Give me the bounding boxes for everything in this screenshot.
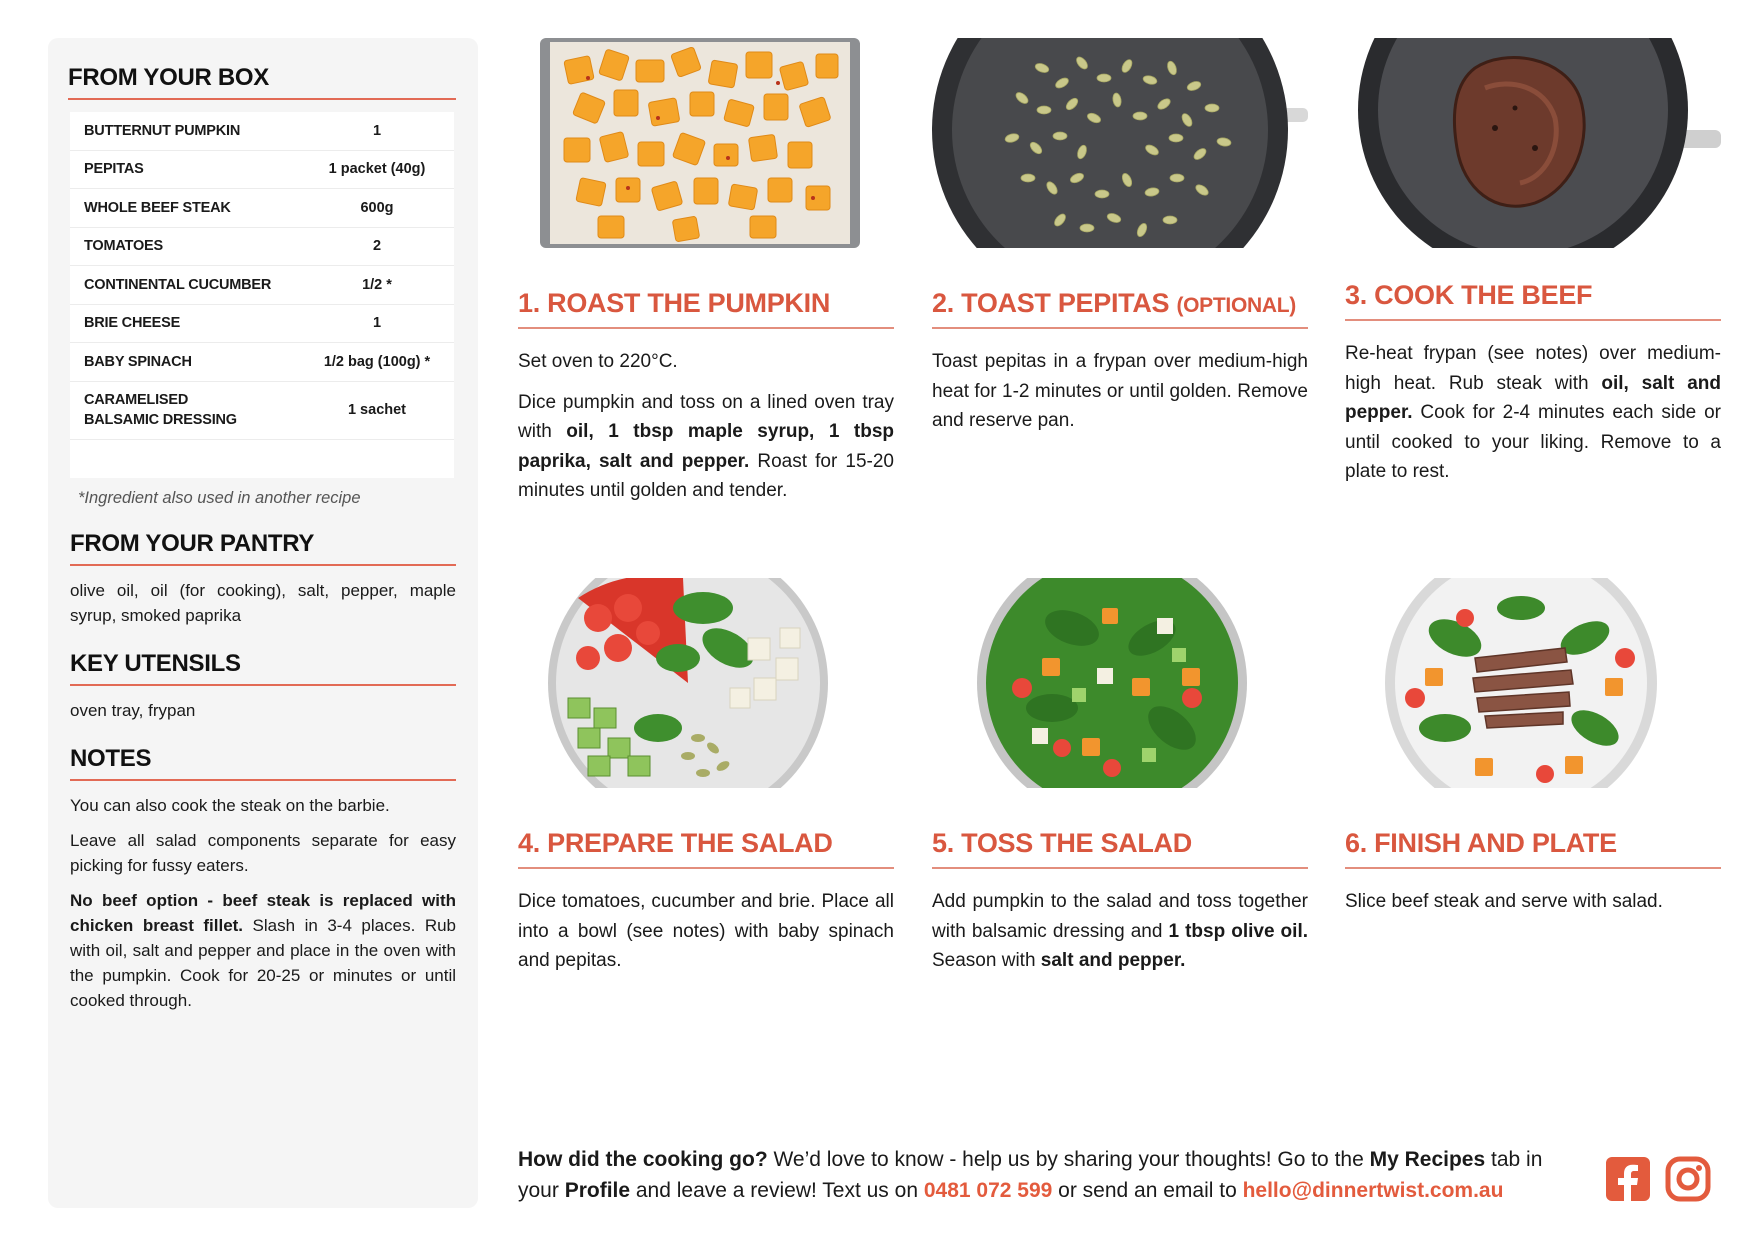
- facebook-icon[interactable]: [1604, 1155, 1652, 1203]
- ingredient-row: [70, 305, 454, 344]
- ingredient-row: [70, 228, 454, 267]
- feedback-text: We’d love to know - help us by sharing your thoughts! Go to the: [767, 1148, 1370, 1171]
- toasted-pepitas-photo: [932, 38, 1308, 248]
- step-2-title-main: 2. TOAST PEPITAS: [932, 288, 1177, 318]
- ingredient-name: TOMATOES: [84, 238, 163, 255]
- step-3: [1345, 38, 1721, 498]
- email-link[interactable]: hello@dinnertwist.com.au: [1242, 1179, 1504, 1202]
- step-3-title: 3. COOK THE BEEF: [1345, 280, 1721, 321]
- step-2: [932, 38, 1308, 447]
- step-4-title: 4. PREPARE THE SALAD: [518, 828, 894, 869]
- step-text-span: Cook for 2-4 minutes each side or until cooked to your liking. Remove to a plate to rest.: [1345, 402, 1721, 482]
- feedback-text: or send an email to: [1052, 1179, 1243, 1202]
- notes-body: [70, 793, 456, 1013]
- ingredient-qty: 1: [372, 122, 382, 139]
- note-text: Slash in 3-4 places. Rub with oil, salt and pepper and place in the oven with the pumpkin. Cook for 20-25 or minutes or until cooked through.: [70, 915, 457, 1010]
- ingredient-row: [70, 382, 454, 440]
- profile-label: Profile: [564, 1179, 631, 1202]
- note-paragraph: You can also cook the steak on the barbie.: [70, 795, 390, 815]
- step-6-title: 6. FINISH AND PLATE: [1345, 828, 1721, 869]
- step-text-bold: oil, 1 tbsp maple syrup, 1 tbsp paprika, salt and pepper.: [518, 421, 894, 472]
- pantry-list: olive oil, oil (for cooking), salt, pepper, maple syrup, smoked paprika: [70, 580, 456, 625]
- step-6: [1345, 578, 1721, 928]
- ingredient-name-line2: BALSAMIC DRESSING: [84, 412, 237, 428]
- ingredient-name: [84, 390, 314, 431]
- ingredient-name: BRIE CHEESE: [84, 315, 181, 332]
- step-text-bold: oil, salt and pepper.: [1345, 372, 1721, 423]
- from-your-pantry-title: FROM YOUR PANTRY: [70, 530, 456, 566]
- step-1-title: 1. ROAST THE PUMPKIN: [518, 288, 894, 329]
- step-2-text: Toast pepitas in a frypan over medium-high heat for 1-2 minutes or until golden. Remove and reserve pan.: [932, 351, 1308, 431]
- step-1-text: [518, 388, 894, 506]
- note-bold: No beef option - beef steak is replaced with chicken breast fillet.: [70, 890, 456, 935]
- note-paragraph: [70, 888, 456, 1013]
- step-1-text: Set oven to 220°C.: [518, 351, 678, 372]
- ingredient-qty: 1 packet (40g): [328, 161, 426, 178]
- step-5: [932, 578, 1308, 987]
- from-your-box-title: FROM YOUR BOX: [68, 64, 456, 100]
- ingredient-qty: 1 sachet: [347, 402, 407, 418]
- feedback-message: [518, 1144, 1588, 1206]
- ingredient-name: PEPITAS: [84, 161, 144, 178]
- step-text-span: Season with: [932, 950, 1041, 971]
- feedback-text: and leave a review! Text us on: [630, 1179, 924, 1202]
- ingredient-name: WHOLE BEEF STEAK: [84, 199, 231, 216]
- step-4-text: Dice tomatoes, cucumber and brie. Place all into a bowl (see notes) with baby spinach and pepitas.: [518, 891, 894, 971]
- ingredient-qty: 1/2 bag (100g) *: [323, 353, 431, 370]
- feedback-text: tab in your: [518, 1148, 1543, 1202]
- ingredient-table: [70, 112, 454, 478]
- phone-link[interactable]: 0481 072 599: [923, 1179, 1053, 1202]
- ingredient-row-empty: [70, 440, 454, 478]
- ingredient-name: BUTTERNUT PUMPKIN: [84, 122, 241, 139]
- cooked-beef-photo: [1345, 38, 1721, 248]
- my-recipes-label: My Recipes: [1369, 1148, 1486, 1171]
- step-1: [518, 38, 894, 517]
- tossed-salad-photo: [932, 578, 1308, 788]
- ingredient-qty: 1: [372, 315, 382, 332]
- ingredient-row: [70, 266, 454, 305]
- ingredient-name: CONTINENTAL CUCUMBER: [84, 276, 272, 293]
- ingredient-name-line1: CARAMELISED: [84, 391, 189, 408]
- step-3-text: [1345, 339, 1721, 487]
- plated-dish-photo: [1345, 578, 1721, 788]
- step-6-text: Slice beef steak and serve with salad.: [1345, 891, 1663, 912]
- roasted-pumpkin-photo: [518, 38, 894, 248]
- feedback-question: How did the cooking go?: [518, 1148, 768, 1171]
- step-text-span: Re-heat frypan (see notes) over medium-high heat. Rub steak with: [1345, 343, 1721, 394]
- ingredient-row: [70, 343, 454, 382]
- ingredient-row: [70, 189, 454, 228]
- ingredient-name: BABY SPINACH: [84, 353, 192, 370]
- ingredient-qty: 2: [372, 238, 382, 255]
- step-4: [518, 578, 894, 987]
- ingredient-footnote: *Ingredient also used in another recipe: [78, 488, 361, 507]
- notes-title: NOTES: [70, 745, 456, 781]
- step-text-span: Roast for 15-20 minutes until golden and tender.: [518, 450, 894, 501]
- step-text-span: Dice pumpkin and toss on a lined oven tray with: [518, 391, 894, 442]
- ingredient-qty: 1/2 *: [362, 276, 392, 293]
- note-paragraph: Leave all salad components separate for easy picking for fussy eaters.: [70, 830, 456, 875]
- step-2-title: [932, 288, 1308, 329]
- step-text-bold: 1 tbsp olive oil.: [1168, 920, 1308, 942]
- ingredients-sidebar: [48, 38, 478, 1208]
- step-5-title: 5. TOSS THE SALAD: [932, 828, 1308, 869]
- utensils-list: oven tray, frypan: [70, 700, 196, 720]
- step-2-title-optional: (OPTIONAL): [1176, 294, 1296, 317]
- ingredient-row: [70, 151, 454, 190]
- key-utensils-title: KEY UTENSILS: [70, 650, 456, 686]
- salad-components-photo: [518, 578, 894, 788]
- step-5-text: [932, 887, 1308, 976]
- step-text-bold: salt and pepper.: [1040, 950, 1186, 971]
- instagram-icon[interactable]: [1664, 1155, 1712, 1203]
- ingredient-qty: 600g: [360, 199, 394, 216]
- step-text-span: Add pumpkin to the salad and toss together with balsamic dressing and: [932, 891, 1308, 942]
- ingredient-row: [70, 112, 454, 151]
